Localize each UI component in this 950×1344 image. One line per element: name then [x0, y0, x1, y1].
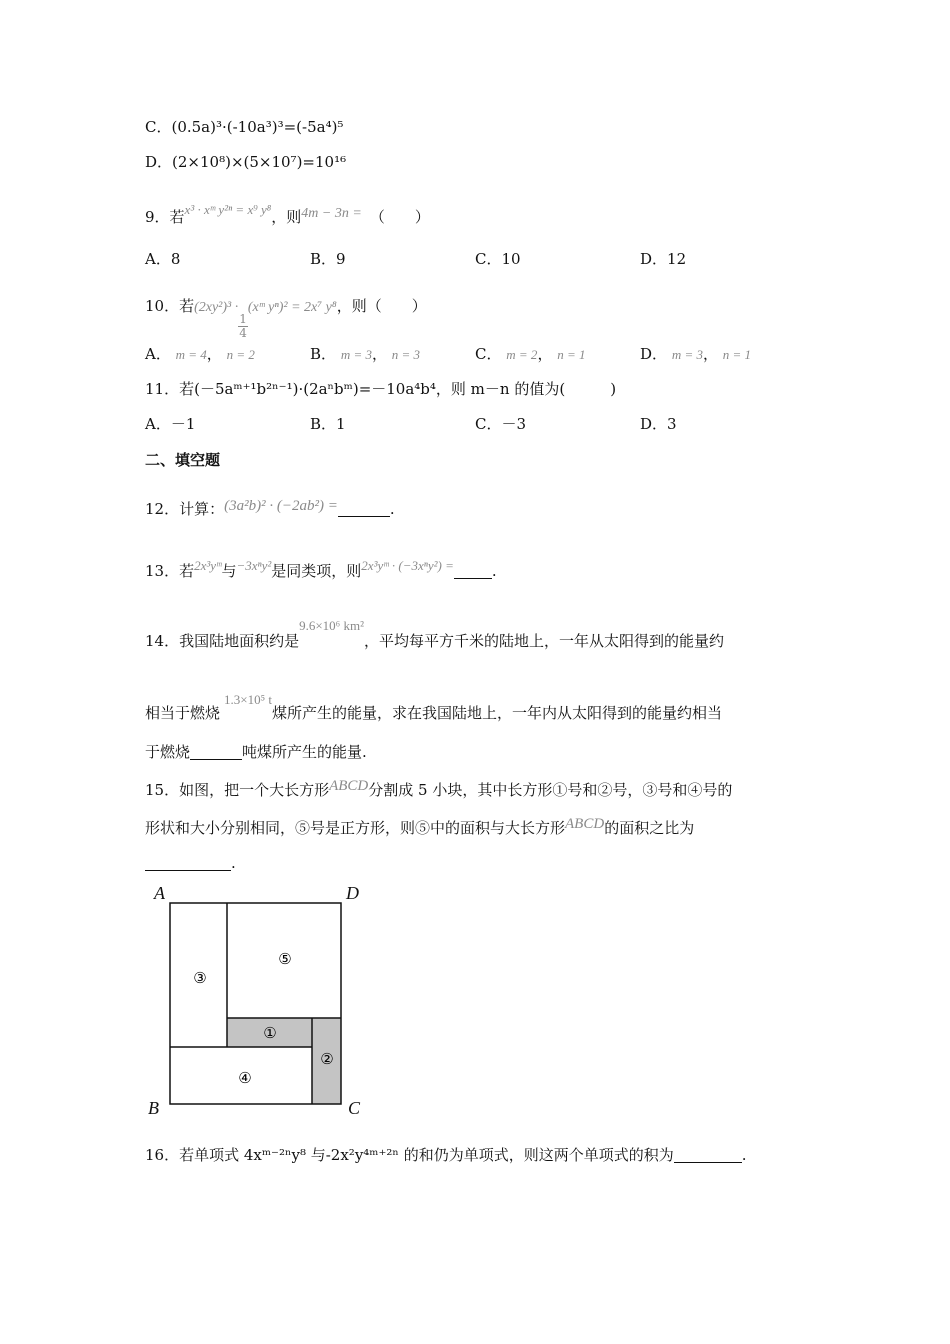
q10-option-d-m: m = 3: [671, 347, 703, 362]
q14-answer-blank[interactable]: [190, 745, 242, 760]
q9-formula-2: 4m − 3n =: [301, 206, 362, 221]
region-label-5: ⑤: [278, 950, 292, 968]
q15-text-2b: 的面积之比为: [604, 819, 695, 837]
q10-suffix: ，则（ ）: [336, 297, 427, 315]
q12-formula: (3a²b)² · (−2ab²) =: [224, 498, 338, 514]
q9-option-a: A．8: [145, 250, 181, 268]
q10-prefix: 10．若: [145, 297, 195, 315]
corner-label-c: C: [348, 1098, 361, 1118]
q10-option-a-m: m = 4: [175, 347, 207, 362]
q11-option-b: B．1: [310, 415, 346, 433]
q15-text-1a: 15．如图，把一个大长方形: [145, 781, 330, 799]
q16-stem: [145, 1145, 746, 1165]
q10-formula-left: (2xy²)³ ·: [194, 300, 239, 315]
q9-option-b: B．9: [310, 250, 346, 268]
q13-mid-2: 是同类项，则: [271, 562, 362, 580]
q10-option-c-m: m = 2: [506, 347, 538, 362]
q15-line-1: [145, 776, 732, 800]
q15-answer-blank[interactable]: [145, 856, 231, 871]
q13-mid-1: 与: [221, 562, 237, 580]
corner-label-a: A: [154, 883, 165, 903]
q10-fraction: [238, 313, 248, 340]
q14-area-formula: 9.6×10⁶ km²: [299, 618, 364, 633]
q14-text-3a: 于燃烧: [145, 743, 191, 761]
q10-option-c: C． m = 2， n = 1: [475, 345, 586, 363]
q13-formula-1: 2x³yᵐ: [194, 558, 222, 573]
q9-option-c: C．10: [475, 250, 521, 268]
q9-mid: ，则: [271, 208, 302, 226]
section-fill-in-heading: 二、填空题: [145, 451, 221, 469]
q11-option-d: D．3: [640, 415, 677, 433]
q14-coal-formula: 1.3×10⁵ t: [224, 692, 272, 707]
q12-prefix: 12．计算：: [145, 500, 225, 518]
q10-fraction-denominator: 4: [239, 326, 247, 340]
q11-option-a: A．－1: [145, 415, 196, 433]
q14-text-1b: ，平均每平方千米的陆地上，一年从太阳得到的能量约: [363, 632, 724, 650]
corner-label-b: B: [148, 1098, 159, 1118]
q12-answer-blank[interactable]: [338, 502, 390, 517]
q10-stem: [145, 296, 427, 340]
q14-line-2: [145, 690, 722, 723]
q15-text-2a: 形状和大小分别相同，⑤号是正方形，则⑤中的面积与大长方形: [145, 819, 566, 837]
q13-answer-blank[interactable]: [454, 564, 492, 579]
q13-formula-2: −3xⁿy²: [236, 558, 272, 573]
q16-suffix: .: [741, 1146, 747, 1164]
q10-option-b-n: n = 3: [391, 347, 421, 362]
q16-text: 16．若单项式 4xᵐ⁻²ⁿy⁸ 与-2x²y⁴ᵐ⁺²ⁿ 的和仍为单项式，则这两个单项式的积为: [145, 1146, 674, 1164]
q8-option-c: C．(0.5a)³·(-10a³)³=(-5a⁴)⁵: [145, 118, 344, 136]
q14-text-3b: 吨煤所产生的能量.: [242, 743, 367, 761]
q10-fraction-numerator: 1: [239, 312, 247, 326]
q9-paren: （ ）: [369, 208, 430, 226]
q10-option-b-m: m = 3: [340, 347, 372, 362]
q10-formula-right: (xᵐ yⁿ)² = 2x⁷ y⁸: [247, 300, 337, 315]
region-label-2: ②: [320, 1050, 334, 1068]
q13-formula-3: 2x³yᵐ · (−3xⁿy²) =: [361, 558, 454, 573]
q14-text-2a: 相当于燃烧: [145, 704, 221, 722]
q14-line-3: [145, 742, 367, 762]
q10-option-d-label: D．: [640, 345, 668, 363]
region-label-4: ④: [238, 1069, 252, 1087]
q10-option-d-n: n = 1: [722, 347, 752, 362]
q9-prefix: 9．若: [145, 208, 185, 226]
q13-prefix: 13．若: [145, 562, 195, 580]
q15-line-2: [145, 814, 694, 838]
q15-text-1b: 分割成 5 小块，其中长方形①号和②号，③号和④号的: [368, 781, 733, 799]
q11-stem: 11．若(－5aᵐ⁺¹b²ⁿ⁻¹)·(2aⁿbᵐ)=－10a⁴b⁴，则 m－n 的值为( ): [145, 380, 617, 398]
corner-label-d: D: [346, 883, 359, 903]
q14-text-1a: 14．我国陆地面积约是: [145, 632, 300, 650]
q16-answer-blank[interactable]: [674, 1148, 742, 1163]
q9-option-d: D．12: [640, 250, 687, 268]
region-label-3: ③: [193, 969, 207, 987]
q12-suffix: .: [389, 500, 395, 518]
q10-option-b: B． m = 3， n = 3: [310, 345, 421, 363]
q11-option-c: C．－3: [475, 415, 527, 433]
q13-suffix: .: [491, 562, 497, 580]
q10-option-d: D． m = 3， n = 1: [640, 345, 752, 363]
q15-figure-svg: [145, 880, 375, 1125]
q10-option-c-label: C．: [475, 345, 502, 363]
q8-option-d: D．(2×10⁸)×(5×10⁷)=10¹⁶: [145, 153, 347, 171]
q15-text-3: .: [231, 854, 236, 872]
q15-line-3: [145, 853, 236, 873]
q10-option-a-n: n = 2: [226, 347, 255, 362]
q10-option-b-label: B．: [310, 345, 337, 363]
q12-stem: [145, 496, 395, 519]
q15-abcd-2: ABCD: [565, 816, 605, 832]
region-label-1: ①: [263, 1024, 277, 1042]
q15-abcd-1: ABCD: [329, 778, 369, 794]
q10-option-a-label: A．: [145, 345, 171, 363]
q15-figure: [145, 880, 375, 1125]
q10-option-a: A． m = 4， n = 2: [145, 345, 255, 363]
q10-option-c-n: n = 1: [557, 347, 586, 362]
q14-text-2b: 煤所产生的能量，求在我国陆地上，一年内从太阳得到的能量约相当: [272, 704, 723, 722]
q13-stem: [145, 556, 497, 581]
q9-formula-1: x³ · xᵐ y²ⁿ = x⁹ y⁸: [184, 202, 272, 217]
q9-stem: [145, 200, 430, 227]
q14-line-1: [145, 616, 724, 651]
